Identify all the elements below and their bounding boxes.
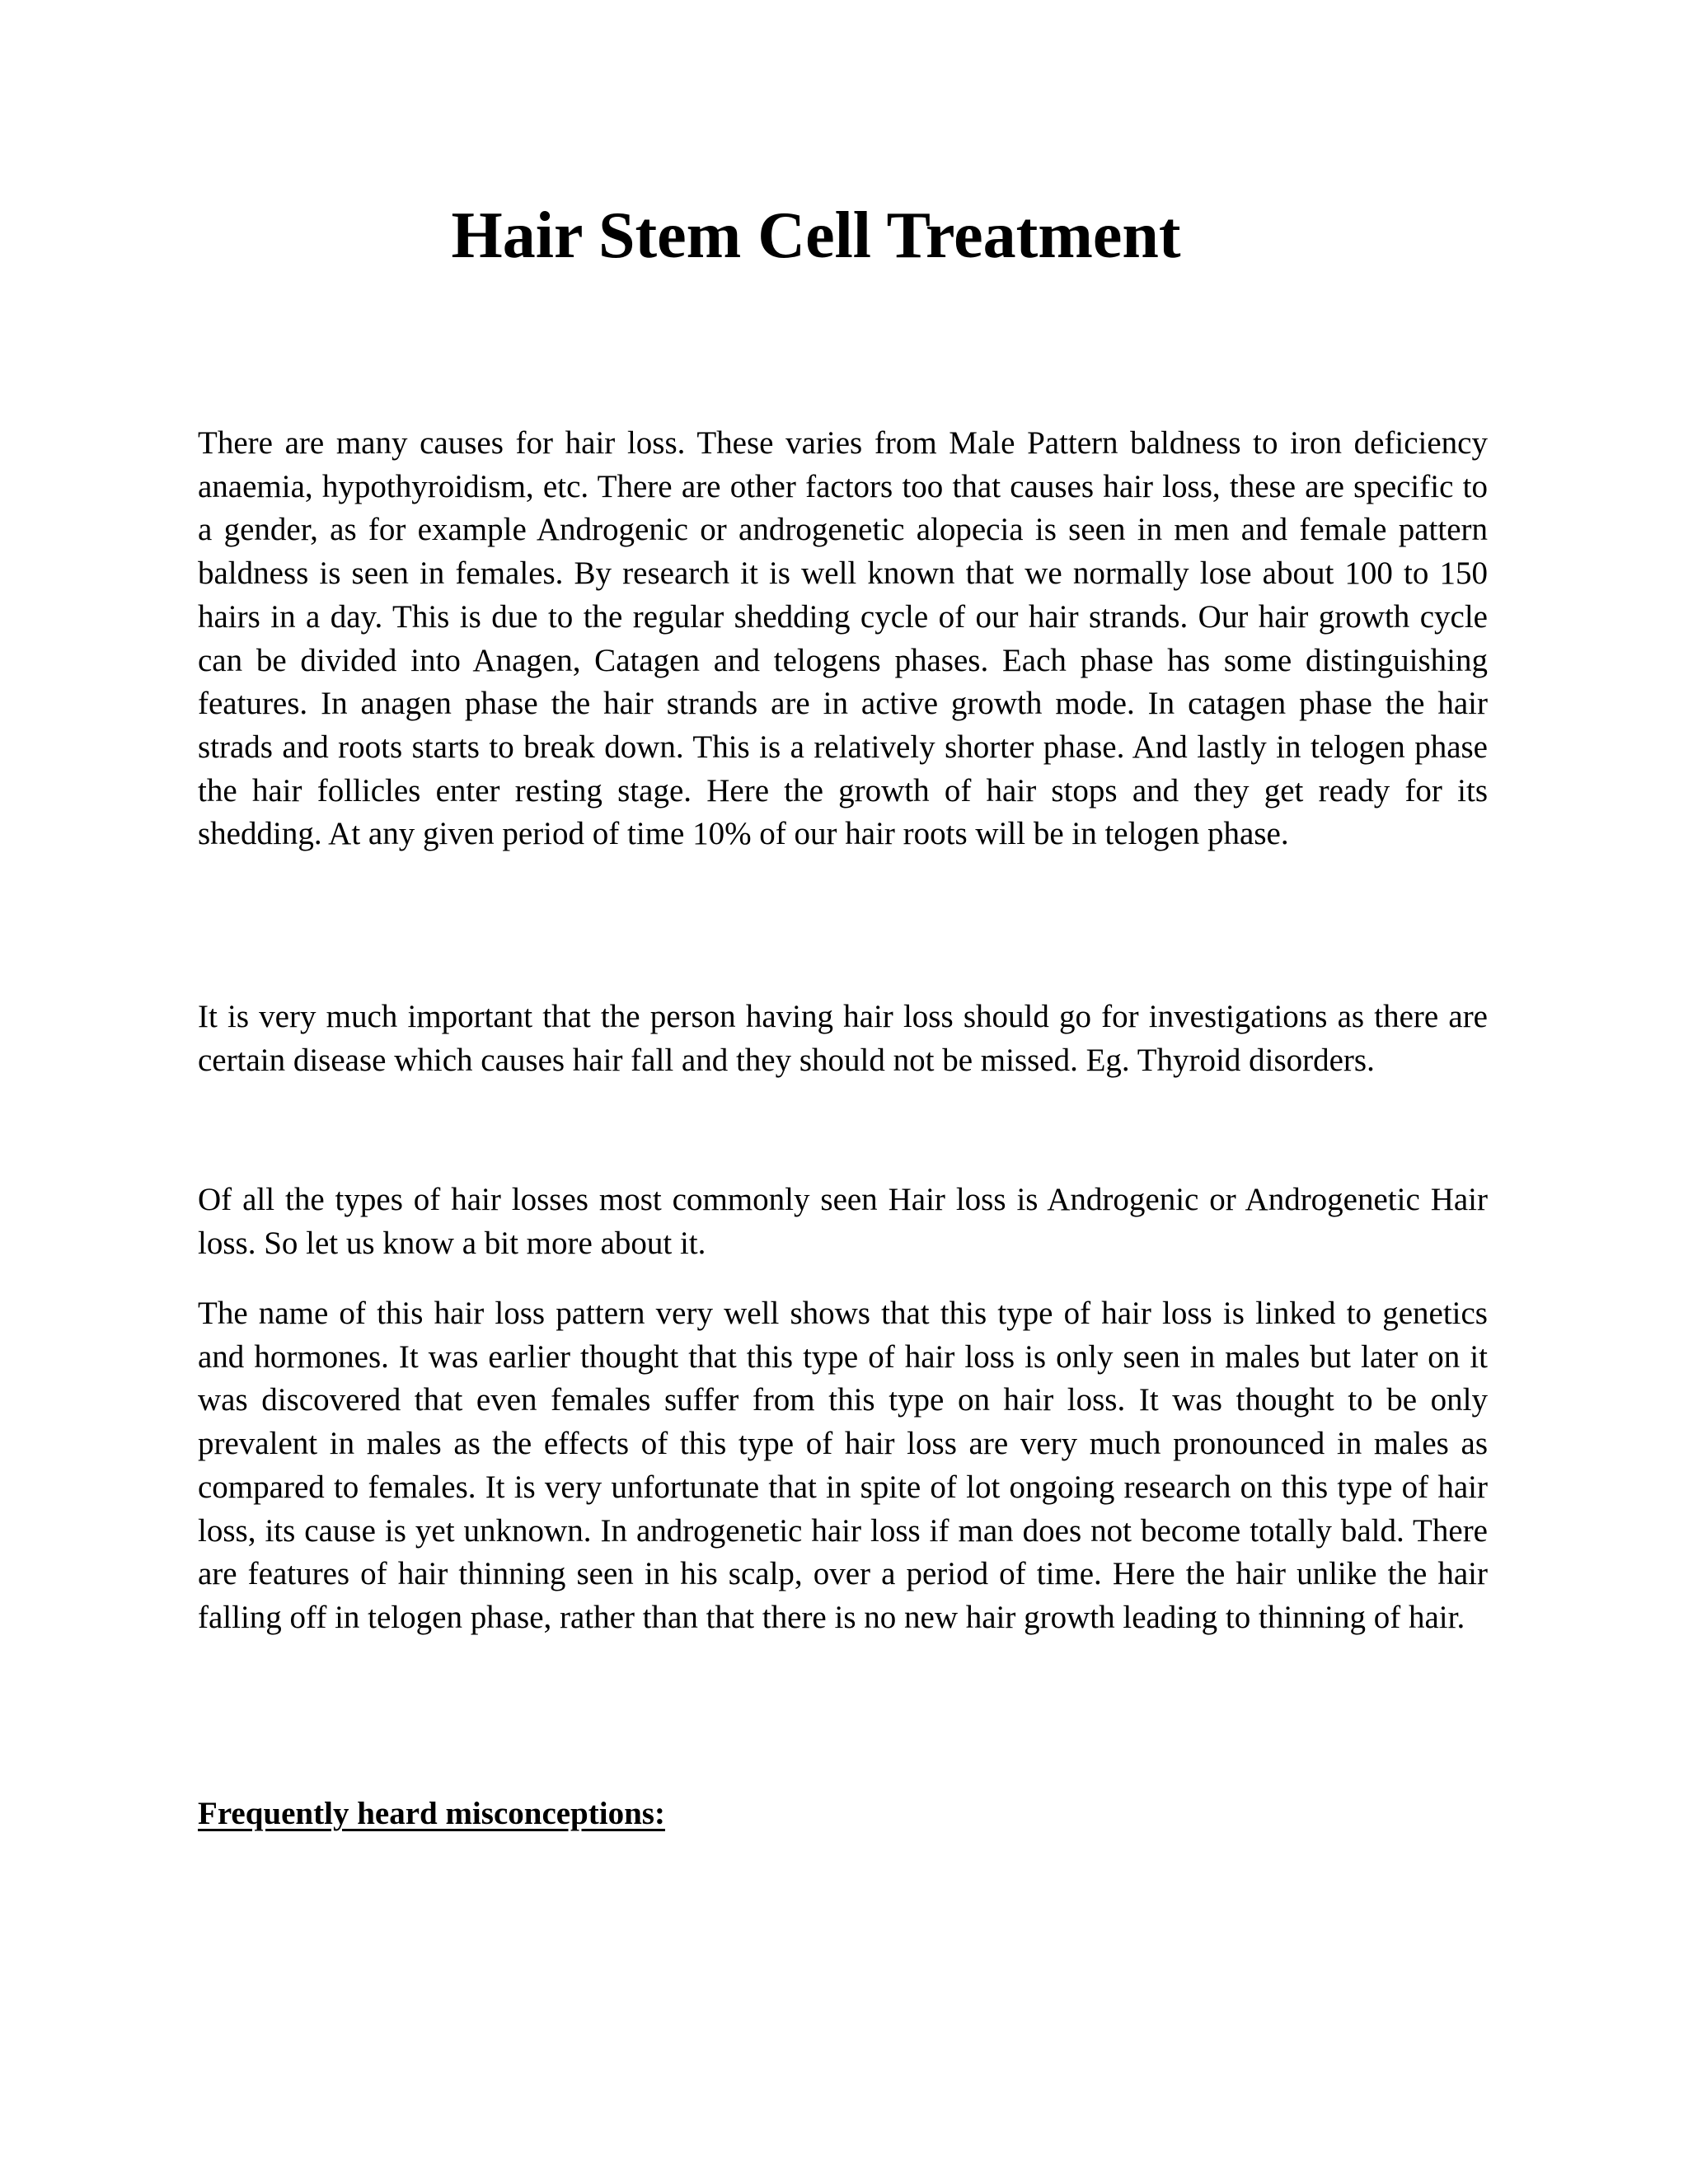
paragraph-investigations: It is very much important that the person having hair loss should go for investigations as there are certain disease which causes hair fall and they should not be missed. Eg. Thyroid disorders. bbox=[198, 999, 1488, 1078]
paragraph-hair-loss-causes: There are many causes for hair loss. These varies from Male Pattern baldness to iron deficiency anaemia, hypothyroidism, etc. There are other factors too that causes hair loss, these are specific to a gender, as for example Androgenic or androgenetic alopecia is seen in men and female pattern baldness is seen in females. By research it is well known that we normally lose about 100 to 150 hairs in a day. This is due to the regular shedding cycle of our hair strands. Our hair growth cycle can be divided into Anagen, Catagen and telogens phases. Each phase has some distinguishing features. In anagen phase the hair strands are in active growth mode. In catagen phase the hair strads and roots starts to break down. This is a relatively shorter phase. And lastly in telogen phase the hair follicles enter resting stage. Here the growth of hair stops and they get ready for its shedding. At any given period of time 10% of our hair roots will be in telogen phase. bbox=[198, 425, 1488, 852]
misconceptions-heading: Frequently heard misconceptions: bbox=[198, 1796, 665, 1831]
paragraph-androgenetic-intro: Of all the types of hair losses most commonly seen Hair loss is Androgenic or Androgenetic Hair loss. So let us know a bit more about it. bbox=[198, 1182, 1488, 1261]
page-title: Hair Stem Cell Treatment bbox=[451, 199, 1181, 272]
paragraph-androgenetic-details: The name of this hair loss pattern very well shows that this type of hair loss is linked to genetics and hormones. It was earlier thought that this type of hair loss is only seen in males but later on it was discovered that even females suffer from this type on hair loss. It was thought to be only prevalent in males as the effects of this type of hair loss are very much pronounced in males as compared to females. It is very unfortunate that in spite of lot ongoing research on this type of hair loss, its cause is yet unknown. In androgenetic hair loss if man does not become totally bald. There are features of hair thinning seen in his scalp, over a period of time. Here the hair unlike the hair falling off in telogen phase, rather than that there is no new hair growth leading to thinning of hair. bbox=[198, 1296, 1488, 1635]
